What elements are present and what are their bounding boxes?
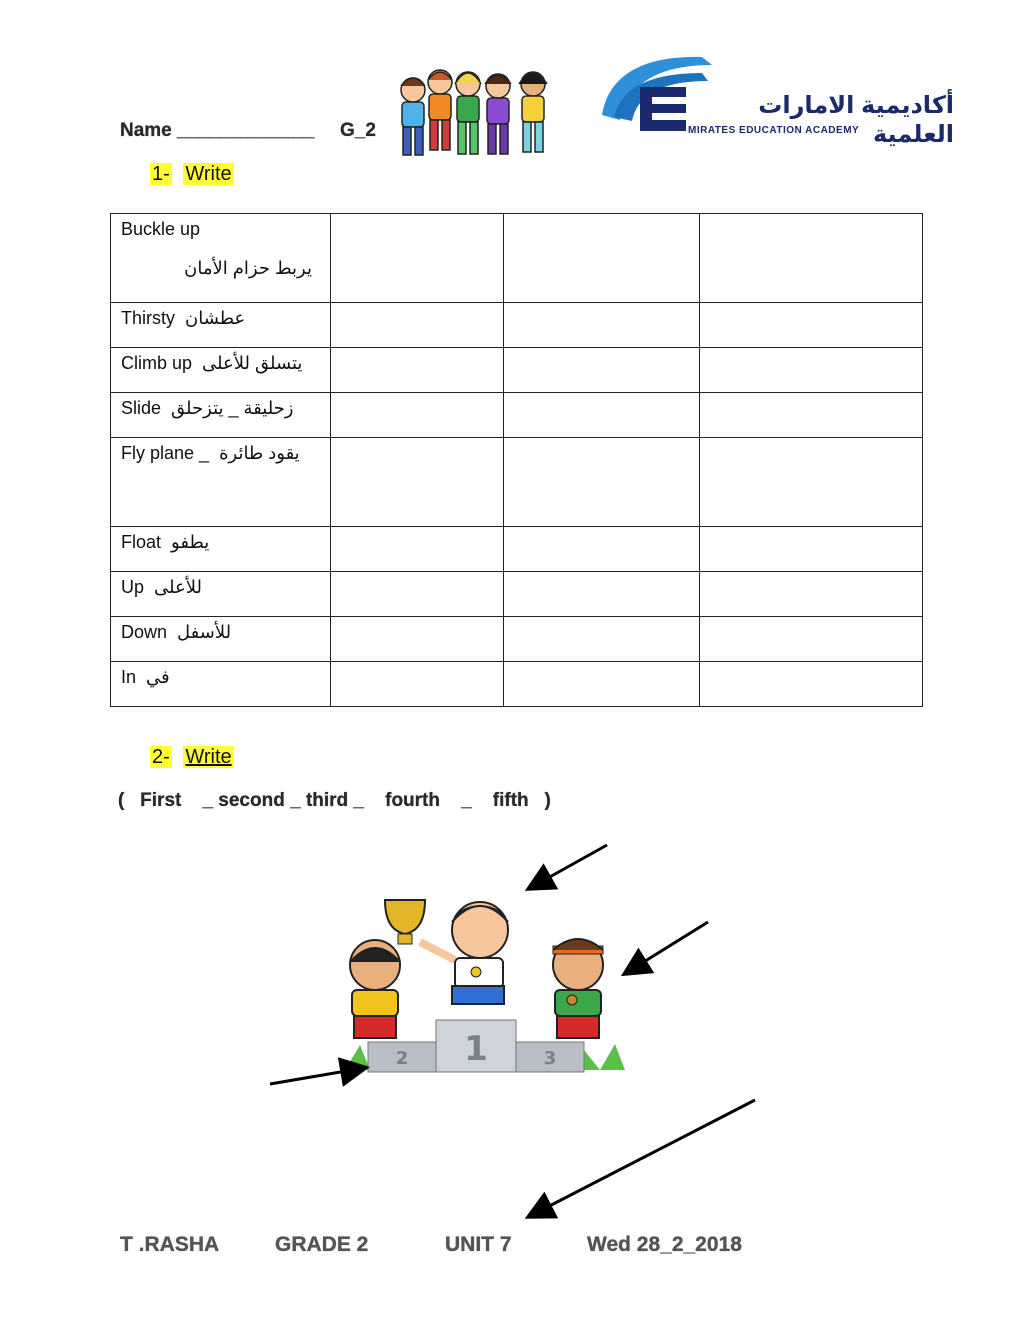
writing-cell-2[interactable] — [504, 348, 700, 393]
writing-cell-1[interactable] — [331, 617, 504, 662]
vocab-word-cell — [111, 214, 331, 303]
arrow-second — [270, 1068, 364, 1084]
vocab-word: Climb up — [121, 353, 193, 373]
writing-cell-3[interactable] — [700, 662, 923, 707]
vocab-word-cell — [111, 348, 331, 393]
logo-english-name: MIRATES EDUCATION ACADEMY — [688, 125, 860, 136]
table-row — [111, 214, 923, 303]
table-row — [111, 303, 923, 348]
section-1-title: Write — [185, 163, 232, 185]
vocab-arabic: للأعلى — [154, 577, 202, 597]
writing-cell-2[interactable] — [504, 527, 700, 572]
vocab-word-cell — [111, 662, 331, 707]
section-2-heading — [150, 746, 234, 769]
table-row — [111, 527, 923, 572]
section-1-heading — [150, 163, 234, 186]
writing-cell-1[interactable] — [331, 348, 504, 393]
logo-arabic-name: أكاديمية الامارات العلمية — [758, 92, 954, 148]
writing-cell-1[interactable] — [331, 527, 504, 572]
writing-cell-3[interactable] — [700, 393, 923, 438]
table-row — [111, 393, 923, 438]
writing-cell-3[interactable] — [700, 348, 923, 393]
grade-code: G_2 — [340, 120, 376, 141]
vocab-word: Float — [121, 532, 162, 552]
group-of-children-icon — [388, 60, 563, 165]
vocab-word-cell — [111, 438, 331, 527]
vocab-word-cell — [111, 617, 331, 662]
writing-cell-2[interactable] — [504, 303, 700, 348]
writing-cell-3[interactable] — [700, 438, 923, 527]
writing-cell-2[interactable] — [504, 572, 700, 617]
writing-cell-2[interactable] — [504, 438, 700, 527]
vocab-word: Down — [121, 622, 168, 642]
writing-cell-2[interactable] — [504, 617, 700, 662]
vocab-word: In — [121, 667, 137, 687]
vocab-word-cell — [111, 572, 331, 617]
podium-number-2: 2 — [395, 1048, 409, 1069]
vocab-arabic: يربط حزام الأمان — [184, 258, 312, 278]
writing-cell-1[interactable] — [331, 393, 504, 438]
footer-unit: UNIT 7 — [445, 1233, 512, 1256]
vocab-arabic: يطفو — [171, 532, 210, 552]
arrow-bottom — [530, 1100, 755, 1216]
vocab-arabic: يتسلق للأعلى — [202, 353, 303, 373]
vocab-word: Up — [121, 577, 145, 597]
footer-teacher: T .RASHA — [120, 1233, 220, 1256]
writing-cell-3[interactable] — [700, 617, 923, 662]
table-row — [111, 617, 923, 662]
table-row — [111, 662, 923, 707]
school-logo — [592, 45, 957, 148]
winners-podium-icon — [0, 830, 1020, 1230]
vocab-arabic: يقود طائرة — [219, 443, 300, 463]
podium-number-1: 1 — [464, 1029, 488, 1069]
writing-cell-1[interactable] — [331, 572, 504, 617]
vocab-word: Thirsty — [121, 308, 175, 328]
vocab-arabic: زحليقة _ يتزحلق — [171, 398, 294, 418]
section-1-number: 1- — [152, 163, 170, 185]
vocab-word-cell — [111, 393, 331, 438]
ordinals-word-bank: ( First _ second _ third _ fourth _ fifth ) — [118, 790, 551, 811]
section-2-title: Write — [185, 746, 232, 768]
vocab-word: Fly plane _ — [121, 443, 210, 463]
vocab-table — [110, 213, 923, 707]
vocab-arabic: للأسفل — [177, 622, 232, 642]
writing-cell-3[interactable] — [700, 303, 923, 348]
footer-grade: GRADE 2 — [275, 1233, 369, 1256]
footer-date: Wed 28_2_2018 — [587, 1233, 742, 1256]
vocab-word: Slide — [121, 398, 162, 418]
vocab-word-cell — [111, 303, 331, 348]
table-row — [111, 572, 923, 617]
vocab-word: Buckle up — [121, 219, 201, 239]
writing-cell-3[interactable] — [700, 527, 923, 572]
vocab-word-cell — [111, 527, 331, 572]
writing-cell-1[interactable] — [331, 303, 504, 348]
writing-cell-2[interactable] — [504, 393, 700, 438]
writing-cell-3[interactable] — [700, 572, 923, 617]
table-row — [111, 348, 923, 393]
table-row — [111, 438, 923, 527]
arrow-third — [626, 922, 708, 973]
writing-cell-1[interactable] — [331, 662, 504, 707]
section-2-number: 2- — [152, 746, 170, 768]
vocab-arabic: في — [146, 667, 170, 687]
writing-cell-2[interactable] — [504, 662, 700, 707]
vocab-arabic: عطشان — [185, 308, 246, 328]
writing-cell-3[interactable] — [700, 214, 923, 303]
podium-number-3: 3 — [543, 1048, 557, 1069]
arrow-first — [530, 845, 607, 888]
writing-cell-2[interactable] — [504, 214, 700, 303]
name-label: Name _____________ — [120, 120, 315, 141]
writing-cell-1[interactable] — [331, 214, 504, 303]
writing-cell-1[interactable] — [331, 438, 504, 527]
